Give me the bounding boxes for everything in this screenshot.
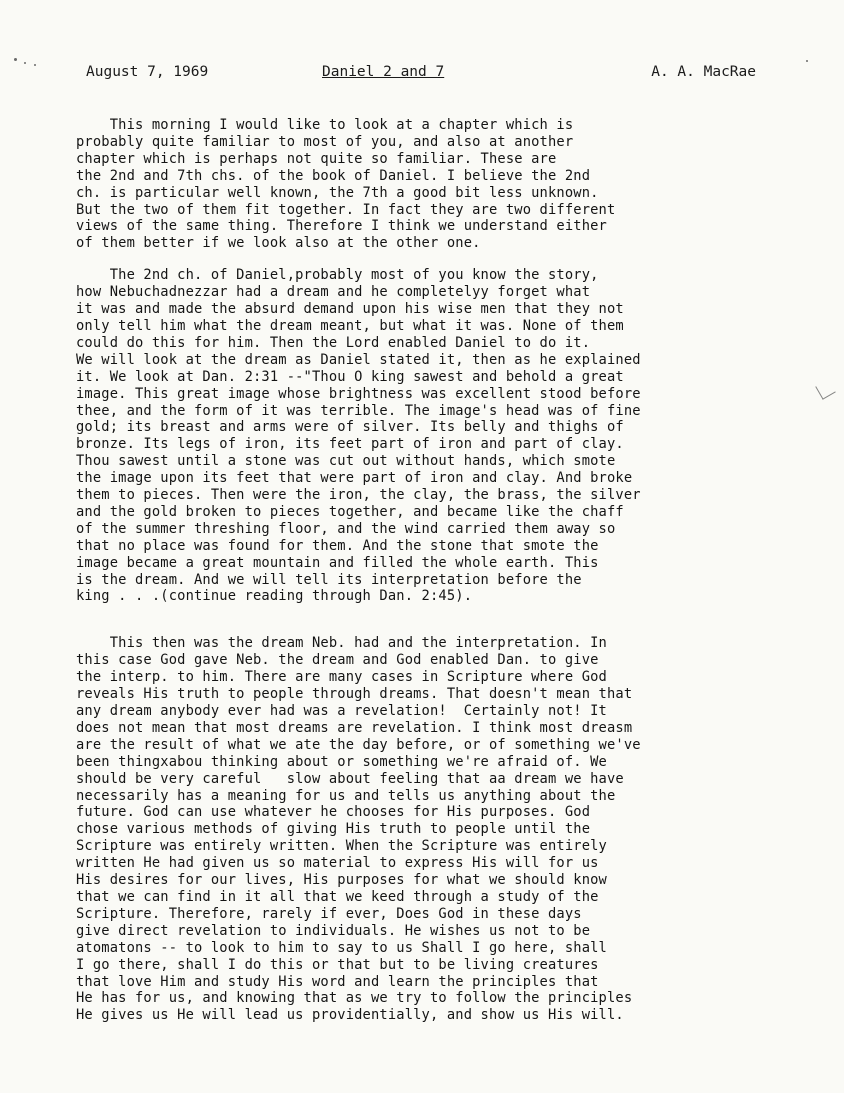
text-line: ch. is particular well known, the 7th a good bit less unknown.	[76, 184, 599, 201]
text-line: His desires for our lives, His purposes for what we should know	[76, 872, 607, 889]
header-title: Daniel 2 and 7	[322, 64, 445, 80]
text-line: Thou sawest until a stone was cut out without hands, which smote	[76, 453, 616, 470]
text-line: this case God gave Neb. the dream and God enabled Dan. to give	[76, 652, 599, 669]
text-line: the 2nd and 7th chs. of the book of Daniel. I believe the 2nd	[76, 167, 591, 184]
text-line: any dream anybody ever had was a revelation! Certainly not! It	[76, 703, 607, 719]
text-line: chapter which is perhaps not quite so familiar. These are	[76, 150, 557, 167]
text-line: He gives us He will lead us providentially, and show us His will.	[76, 1007, 624, 1024]
text-line: should be very careful slow about feeling that aa dream we have	[76, 770, 624, 787]
paper-speck	[34, 64, 36, 66]
text-line: of the summer threshing floor, and the wind carried them away so	[76, 520, 616, 537]
text-line: future. God can use whatever he chooses for His purposes. God	[76, 804, 591, 821]
text-line: and the gold broken to pieces together, and became like the chaff	[76, 503, 624, 520]
document-header	[86, 64, 756, 88]
text-line: views of the same thing. Therefore I think we understand either	[76, 218, 607, 235]
text-line: chose various methods of giving His truth to people until the	[76, 821, 591, 838]
text-line: image. This great image whose brightness was excellent stood before	[76, 385, 641, 402]
header-author: A. A. MacRae	[651, 64, 756, 80]
text-line: that we can find in it all that we keed through a study of the	[76, 888, 599, 905]
text-line: how Nebuchadnezzar had a dream and he completelyy forget what	[76, 284, 591, 301]
document-body	[76, 117, 766, 1024]
text-line: the interp. to him. There are many cases in Scripture where God	[76, 669, 607, 686]
text-line: only tell him what the dream meant, but what it was. None of them	[76, 317, 624, 334]
text-line: The 2nd ch. of Daniel,probably most of you know the story,	[76, 267, 599, 284]
text-line: He has for us, and knowing that as we try to follow the principles	[76, 990, 633, 1007]
text-line: We will look at the dream as Daniel stated it, then as he explained	[76, 351, 641, 368]
paragraph-1	[76, 117, 766, 252]
text-line: them to pieces. Then were the iron, the clay, the brass, the silver	[76, 487, 641, 504]
text-line: reveals His truth to people through dreams. That doesn't mean that	[76, 686, 633, 703]
text-line: thee, and the form of it was terrible. The image's head was of fine	[76, 402, 641, 419]
text-line: give direct revelation to individuals. He wishes us not to be	[76, 922, 591, 939]
text-line: image became a great mountain and filled the whole earth. This	[76, 554, 599, 571]
text-line: the image upon its feet that were part of iron and clay. And broke	[76, 470, 633, 487]
paper-speck	[806, 60, 808, 62]
margin-check-mark	[815, 379, 835, 399]
text-line: bronze. Its legs of iron, its feet part of iron and part of clay.	[76, 436, 624, 453]
text-line: been thingxabou thinking about or something we're afraid of. We	[76, 753, 607, 770]
paper-speck	[14, 58, 17, 61]
text-line: is the dream. And we will tell its interpretation before the	[76, 571, 582, 588]
text-line: atomatons -- to look to him to say to us Shall I go here, shall	[76, 939, 607, 956]
paragraph-3	[76, 635, 766, 1024]
text-line: it was and made the absurd demand upon his wise men that they not	[76, 301, 624, 318]
text-line: of them better if we look also at the other one.	[76, 235, 481, 252]
text-line: probably quite familiar to most of you, and also at another	[76, 133, 574, 150]
text-line: This morning I would like to look at a chapter which is	[76, 117, 574, 133]
text-line: does not mean that most dreams are revelation. I think most dreasm	[76, 719, 633, 736]
header-date: August 7, 1969	[86, 64, 209, 80]
text-line: Scripture. Therefore, rarely if ever, Does God in these days	[76, 905, 582, 922]
text-line: This then was the dream Neb. had and the interpretation. In	[76, 635, 607, 652]
text-line: But the two of them fit together. In fact they are two different	[76, 201, 616, 218]
text-line: that no place was found for them. And the stone that smote the	[76, 537, 599, 554]
paper-speck	[24, 62, 26, 64]
text-line: could do this for him. Then the Lord enabled Daniel to do it.	[76, 334, 591, 351]
text-line: gold; its breast and arms were of silver. Its belly and thighs of	[76, 419, 624, 436]
text-line: written He had given us so material to express His will for us	[76, 855, 599, 872]
text-line: necessarily has a meaning for us and tells us anything about the	[76, 787, 616, 804]
text-line: I go there, shall I do this or that but to be living creatures	[76, 956, 599, 973]
text-line: it. We look at Dan. 2:31 --"Thou O king sawest and behold a great	[76, 368, 624, 385]
text-line: that love Him and study His word and learn the principles that	[76, 973, 599, 990]
text-line: are the result of what we ate the day before, or of something we've	[76, 736, 641, 753]
paragraph-2	[76, 267, 766, 605]
text-line: king . . .(continue reading through Dan. 2:45).	[76, 588, 473, 605]
text-line: Scripture was entirely written. When the Scripture was entirely	[76, 838, 607, 855]
